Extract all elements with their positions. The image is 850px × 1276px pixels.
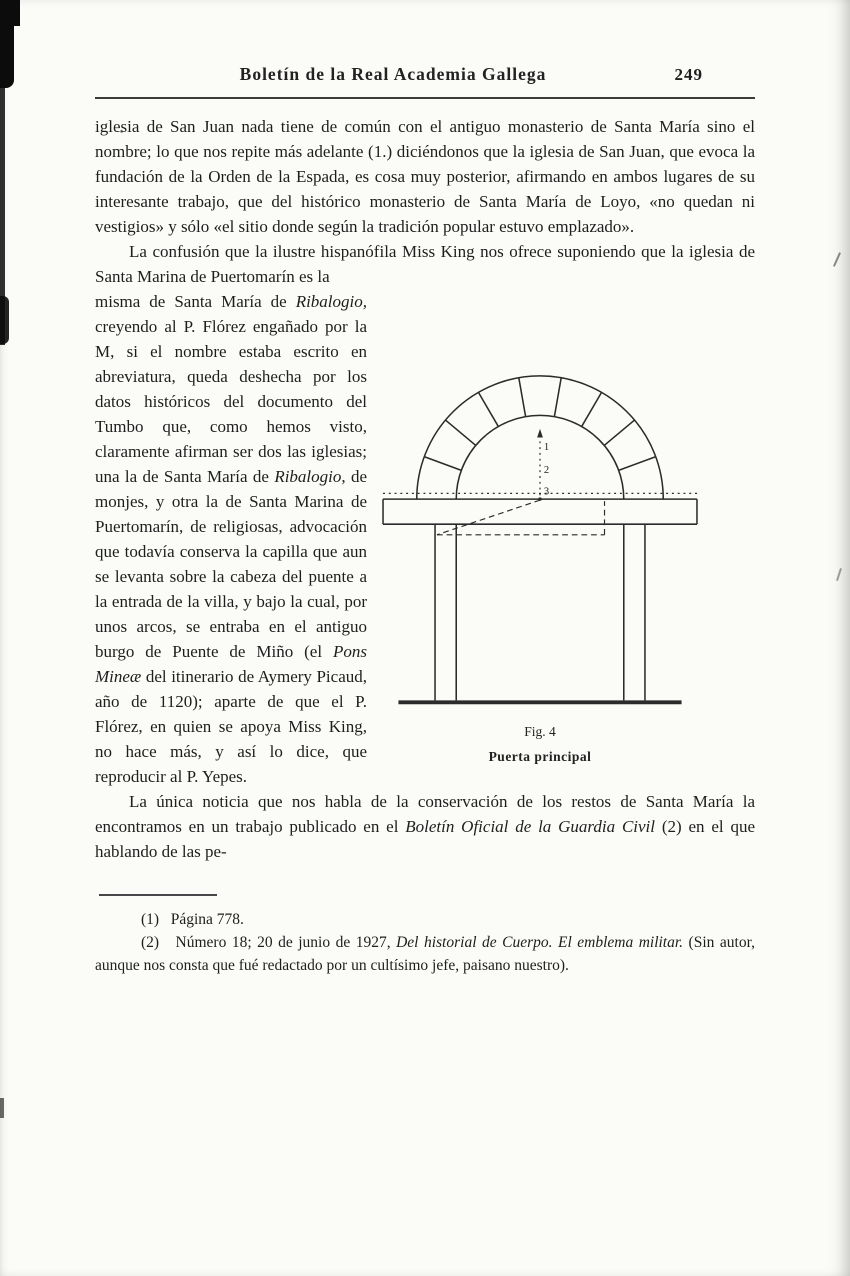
- figure-marker-3: 3: [543, 486, 550, 498]
- footnotes: [95, 894, 755, 977]
- running-header: [95, 64, 755, 92]
- scan-artifact: [0, 0, 20, 26]
- footnote-rule: [99, 894, 217, 896]
- paragraph-2-wrap-block: [95, 289, 755, 789]
- journal-title: Boletín de la Real Academia Gallega: [239, 64, 547, 84]
- figure-marker-2: 2: [543, 465, 550, 477]
- paragraph-2-continued: misma de Santa María de Ribalogio, creyendo al P. Flórez engañado por la M, si el nombre estaba escrito en abreviatura, queda deshecha por los datos históricos del documento del Tumbo que, como hemos visto, claramente afirman ser dos las iglesias; una la de Santa María de Ribalogio, de monjes, y otra la de Santa Marina de Puertomarín, de religiosas, advocación que todavía conserva la capilla que aun se levanta sobre la cabeza del puente a la entrada de la villa, y bajo la cual, por unos arcos, se entraba en el antiguo burgo de Puente de Miño (el Pons Mineæ del itinerario de Aymery Picaud, año de 1120); aparte de que el P. Flórez, en quien se apoya Miss King, no hace más, y así lo dice, que reproducir al P. Yepes.: [95, 292, 368, 786]
- header-rule: [95, 97, 755, 99]
- scan-artifact: [0, 296, 9, 344]
- figure-wrap: [381, 295, 699, 769]
- page-content: [95, 64, 755, 977]
- paragraph-3: La única noticia que nos habla de la conservación de los restos de Santa María la encontramos en un trabajo publicado en el Boletín Oficial de la Guardia Civil (2) en el que hablando de las pe-: [95, 792, 756, 861]
- paragraph-2-intro: La confusión que la ilustre hispanófila Miss King nos ofrece suponiendo que la iglesia de Santa Marina de Puertomarín es la: [95, 242, 755, 286]
- paragraph-1: iglesia de San Juan nada tiene de común con el antiguo monasterio de Santa María sino el nombre; lo que nos repite más adelante (1.) diciéndonos que la iglesia de San Juan, que evoca la fundación de la Orden de la Espada, es cosa muy posterior, afirmando en ambos lugares de su interesante trabajo, que del histórico monasterio de Santa María de Loyo, «no quedan ni vestigios» y sólo «el sitio donde según la tradición popular estuvo emplazado».: [95, 117, 755, 236]
- scan-speck: [833, 252, 841, 267]
- figure-block: [367, 289, 755, 771]
- scan-artifact: [0, 1098, 4, 1118]
- figure-label: Fig. 4: [524, 724, 556, 739]
- figure-caption: Puerta principal: [488, 749, 592, 764]
- body-text: [95, 114, 755, 864]
- figure-marker-1: 1: [543, 442, 550, 454]
- scan-speck: [836, 568, 842, 581]
- footnote-2: (2) Número 18; 20 de junio de 1927, Del historial de Cuerpo. El emblema militar. (Sin autor, aunque nos consta que fué redactado por un cultísimo jefe, paisano nuestro).: [95, 934, 755, 974]
- footnote-1: (1) Página 778.: [141, 911, 244, 928]
- arch-doorway-figure: [381, 295, 699, 711]
- page-number: 249: [674, 65, 703, 84]
